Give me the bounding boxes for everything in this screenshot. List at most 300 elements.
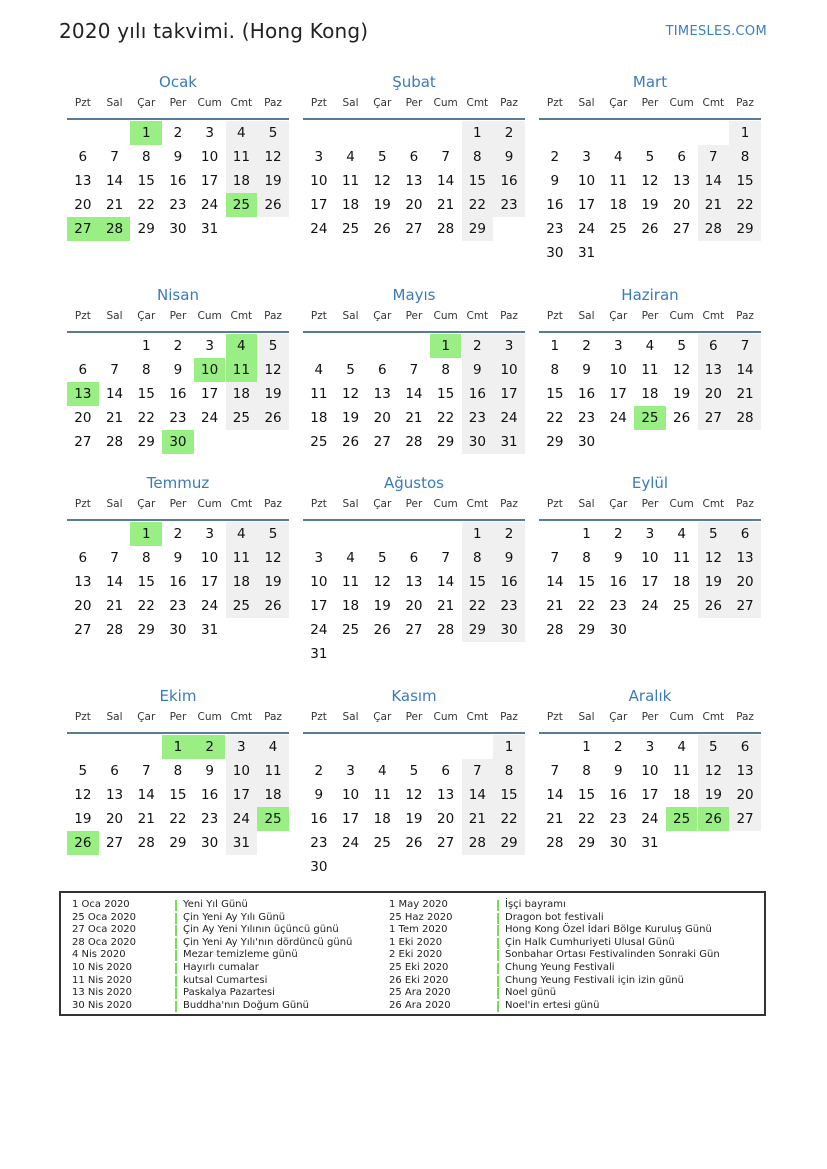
- day-cell: 9: [493, 145, 525, 169]
- weekday-label: Paz: [264, 310, 282, 322]
- day-cell: 19: [641, 197, 659, 213]
- day-cell: 6: [729, 735, 761, 759]
- day-cell: 7: [550, 763, 560, 779]
- month-6: [67, 474, 289, 674]
- day-cell: 21: [546, 598, 564, 614]
- holiday-name: kutsal Cumartesi: [183, 974, 268, 986]
- month-name: Haziran: [621, 286, 679, 304]
- day-cell: 26: [257, 193, 289, 217]
- holiday-date: 26 Eki 2020: [389, 974, 449, 986]
- day-cell: 13: [673, 173, 691, 189]
- day-cell: 9: [582, 362, 591, 378]
- day-cell: 3: [314, 149, 324, 165]
- month-divider: [303, 118, 525, 120]
- day-cell: 11: [226, 145, 258, 169]
- day-cell: 9: [550, 173, 560, 189]
- day-cell: 19: [257, 570, 289, 594]
- holiday-day-cell: 1: [430, 334, 462, 358]
- day-cell: 23: [493, 594, 525, 618]
- day-cell: 6: [677, 149, 686, 165]
- holiday-day-cell: 25: [634, 406, 666, 430]
- day-cell: 25: [341, 221, 360, 237]
- day-cell: 1: [729, 121, 761, 145]
- day-cell: 6: [698, 334, 730, 358]
- day-cell: 17: [577, 197, 596, 213]
- day-cell: 3: [582, 149, 591, 165]
- day-cell: 5: [409, 763, 419, 779]
- holiday-day-cell: 4: [226, 334, 258, 358]
- weekday-label: Paz: [500, 498, 518, 510]
- day-cell: 18: [257, 783, 289, 807]
- day-cell: 31: [493, 430, 525, 454]
- day-cell: 24: [641, 811, 659, 827]
- weekday-label: Paz: [736, 310, 754, 322]
- day-cell: 12: [257, 358, 289, 382]
- month-divider: [67, 732, 289, 734]
- weekday-label: Sal: [342, 711, 359, 723]
- weekday-label: Per: [169, 498, 187, 510]
- day-cell: 26: [698, 594, 730, 618]
- page-title: 2020 yılı takvimi. (Hong Kong): [59, 19, 369, 43]
- day-cell: 24: [310, 622, 328, 638]
- day-cell: 6: [441, 763, 450, 779]
- day-cell: 2: [462, 334, 494, 358]
- holiday-day-cell: 26: [698, 807, 730, 831]
- day-cell: 28: [437, 221, 455, 237]
- weekday-label: Per: [169, 711, 187, 723]
- day-cell: 27: [373, 434, 391, 450]
- day-cell: 25: [373, 835, 391, 851]
- day-cell: 5: [257, 334, 289, 358]
- day-cell: 1: [582, 739, 591, 755]
- day-cell: 9: [173, 149, 183, 165]
- day-cell: 3: [205, 338, 214, 354]
- holiday-marker: [497, 988, 499, 999]
- day-cell: 30: [169, 622, 187, 638]
- day-cell: 30: [609, 835, 627, 851]
- month-divider: [67, 519, 289, 521]
- day-cell: 19: [405, 811, 423, 827]
- day-cell: 20: [74, 410, 92, 426]
- day-cell: 18: [341, 598, 360, 614]
- weekday-header: [539, 97, 761, 117]
- month-name: Ağustos: [384, 474, 444, 492]
- holiday-legend: [59, 891, 766, 1016]
- holiday-date: 13 Nis 2020: [72, 987, 132, 999]
- month-name: Kasım: [391, 687, 437, 705]
- weekday-label: Pzt: [310, 97, 327, 109]
- day-cell: 5: [257, 121, 289, 145]
- day-cell: 5: [698, 735, 730, 759]
- holiday-name: Sonbahar Ortası Festivalinden Sonraki Gün: [505, 949, 720, 961]
- day-cell: 22: [546, 410, 564, 426]
- day-cell: 18: [310, 410, 328, 426]
- day-cell: 20: [405, 598, 423, 614]
- day-cell: 8: [550, 362, 560, 378]
- day-cell: 20: [74, 197, 92, 213]
- day-cell: 8: [582, 763, 591, 779]
- day-cell: 21: [405, 410, 423, 426]
- day-cell: 20: [729, 783, 761, 807]
- day-cell: 10: [310, 574, 328, 590]
- weekday-label: Sal: [106, 97, 123, 109]
- holiday-name: Yeni Yıl Günü: [183, 899, 248, 910]
- weekday-label: Çar: [137, 310, 156, 322]
- holiday-marker: [175, 988, 177, 999]
- day-cell: 16: [546, 197, 564, 213]
- day-cell: 19: [257, 169, 289, 193]
- day-cell: 12: [257, 546, 289, 570]
- day-cell: 22: [137, 598, 155, 614]
- day-cell: 12: [405, 787, 423, 803]
- day-cell: 15: [169, 787, 187, 803]
- weekday-label: Sal: [578, 498, 595, 510]
- day-cell: 24: [609, 410, 627, 426]
- day-cell: 1: [493, 735, 525, 759]
- weekday-label: Per: [641, 711, 659, 723]
- day-cell: 30: [201, 835, 219, 851]
- day-cell: 13: [74, 574, 92, 590]
- day-cell: 30: [577, 434, 596, 450]
- day-cell: 3: [205, 526, 214, 542]
- day-cell: 28: [546, 622, 564, 638]
- day-cell: 22: [137, 410, 155, 426]
- weekday-label: Çar: [609, 711, 628, 723]
- day-cell: 10: [226, 759, 258, 783]
- day-cell: 31: [641, 835, 659, 851]
- day-cell: 14: [105, 574, 124, 590]
- day-cell: 17: [341, 811, 360, 827]
- day-cell: 16: [577, 386, 596, 402]
- month-1: [303, 73, 525, 273]
- day-cell: 4: [645, 338, 655, 354]
- day-cell: 22: [462, 193, 494, 217]
- day-cell: 27: [74, 622, 92, 638]
- day-cell: 26: [341, 434, 360, 450]
- holiday-marker: [497, 913, 499, 924]
- weekday-label: Pzt: [310, 498, 327, 510]
- day-cell: 16: [609, 574, 627, 590]
- day-cell: 15: [462, 169, 494, 193]
- weekday-label: Pzt: [546, 498, 563, 510]
- weekday-label: Pzt: [546, 310, 563, 322]
- month-divider: [539, 519, 761, 521]
- day-cell: 7: [550, 550, 560, 566]
- weekday-label: Çar: [373, 711, 392, 723]
- day-grid: [303, 735, 525, 879]
- day-cell: 14: [729, 358, 761, 382]
- holiday-date: 25 Ara 2020: [389, 987, 451, 999]
- day-cell: 21: [698, 193, 730, 217]
- day-cell: 6: [78, 149, 88, 165]
- day-cell: 11: [609, 173, 627, 189]
- weekday-label: Per: [405, 498, 423, 510]
- day-cell: 14: [405, 386, 423, 402]
- day-cell: 30: [546, 245, 564, 261]
- day-cell: 3: [205, 125, 214, 141]
- brand-link[interactable]: TIMESLES.COM: [665, 24, 767, 39]
- day-cell: 7: [110, 550, 119, 566]
- day-cell: 29: [169, 835, 187, 851]
- weekday-label: Çar: [373, 97, 392, 109]
- day-cell: 16: [169, 173, 187, 189]
- day-cell: 2: [493, 522, 525, 546]
- day-grid: [539, 522, 761, 666]
- day-cell: 29: [493, 831, 525, 855]
- day-cell: 12: [74, 787, 92, 803]
- day-cell: 19: [341, 410, 360, 426]
- weekday-label: Sal: [342, 498, 359, 510]
- weekday-label: Per: [405, 97, 423, 109]
- weekday-label: Çar: [609, 310, 628, 322]
- day-cell: 5: [78, 763, 88, 779]
- day-cell: 19: [373, 598, 391, 614]
- holiday-marker: [175, 938, 177, 949]
- day-cell: 6: [78, 550, 88, 566]
- day-cell: 24: [493, 406, 525, 430]
- day-cell: 25: [341, 622, 360, 638]
- day-cell: 9: [173, 550, 183, 566]
- day-cell: 22: [169, 811, 187, 827]
- day-grid: [67, 522, 289, 666]
- holiday-marker: [497, 976, 499, 987]
- day-cell: 12: [257, 145, 289, 169]
- day-cell: 8: [462, 145, 494, 169]
- month-name: Aralık: [628, 687, 672, 705]
- day-cell: 10: [641, 763, 659, 779]
- day-cell: 2: [613, 526, 623, 542]
- holiday-day-cell: 28: [99, 217, 131, 241]
- day-cell: 23: [609, 598, 627, 614]
- day-cell: 3: [613, 338, 623, 354]
- day-cell: 10: [493, 358, 525, 382]
- weekday-label: Paz: [736, 97, 754, 109]
- day-cell: 5: [377, 550, 387, 566]
- holiday-name: Buddha'nın Doğum Günü: [183, 999, 309, 1011]
- day-grid: [67, 735, 289, 879]
- day-cell: 23: [546, 221, 564, 237]
- day-cell: 17: [226, 783, 258, 807]
- day-grid: [539, 121, 761, 265]
- day-cell: 31: [310, 646, 328, 662]
- month-3: [67, 286, 289, 486]
- day-cell: 7: [729, 334, 761, 358]
- weekday-label: Pzt: [74, 310, 91, 322]
- day-cell: 22: [577, 811, 596, 827]
- holiday-marker: [175, 900, 177, 911]
- day-cell: 24: [201, 197, 219, 213]
- day-cell: 27: [729, 807, 761, 831]
- day-cell: 31: [201, 221, 219, 237]
- weekday-label: Çar: [137, 498, 156, 510]
- weekday-label: Per: [169, 310, 187, 322]
- day-cell: 13: [729, 759, 761, 783]
- weekday-label: Sal: [106, 310, 123, 322]
- holiday-name: Çin Yeni Ay Yılı Günü: [183, 911, 286, 923]
- weekday-label: Pzt: [74, 711, 91, 723]
- weekday-label: Çar: [137, 711, 156, 723]
- day-cell: 19: [257, 382, 289, 406]
- day-cell: 18: [673, 787, 691, 803]
- day-cell: 25: [310, 434, 328, 450]
- day-cell: 9: [493, 546, 525, 570]
- month-name: Ekim: [159, 687, 197, 705]
- day-cell: 6: [729, 522, 761, 546]
- month-divider: [539, 331, 761, 333]
- day-cell: 3: [226, 735, 258, 759]
- day-cell: 29: [462, 618, 494, 642]
- day-cell: 25: [226, 406, 258, 430]
- holiday-name: İşçi bayramı: [505, 899, 566, 910]
- month-0: [67, 73, 289, 273]
- day-cell: 13: [698, 358, 730, 382]
- day-cell: 15: [137, 173, 155, 189]
- holiday-day-cell: 1: [162, 735, 194, 759]
- holiday-name: Chung Yeung Festivali için izin günü: [505, 974, 684, 986]
- weekday-label: Cum: [197, 711, 222, 723]
- day-cell: 24: [310, 221, 328, 237]
- day-cell: 5: [257, 522, 289, 546]
- day-cell: 22: [493, 807, 525, 831]
- weekday-label: Çar: [373, 310, 392, 322]
- day-grid: [539, 735, 761, 879]
- holiday-name: Çin Ay Yeni Yılının üçüncü günü: [183, 924, 339, 936]
- day-cell: 4: [226, 121, 258, 145]
- day-cell: 7: [409, 362, 419, 378]
- day-cell: 4: [677, 526, 686, 542]
- day-cell: 14: [437, 574, 455, 590]
- weekday-label: Cmt: [466, 97, 489, 109]
- month-name: Temmuz: [146, 474, 210, 492]
- day-cell: 12: [341, 386, 360, 402]
- day-cell: 13: [729, 546, 761, 570]
- day-cell: 23: [201, 811, 219, 827]
- holiday-date: 25 Eki 2020: [389, 962, 449, 973]
- day-cell: 13: [74, 173, 92, 189]
- day-cell: 27: [405, 221, 423, 237]
- day-cell: 20: [673, 197, 691, 213]
- day-cell: 31: [201, 622, 219, 638]
- day-cell: 27: [405, 622, 423, 638]
- day-cell: 7: [698, 145, 730, 169]
- day-cell: 7: [110, 362, 119, 378]
- day-cell: 15: [462, 570, 494, 594]
- day-cell: 9: [613, 550, 623, 566]
- day-cell: 7: [441, 149, 450, 165]
- day-cell: 14: [546, 787, 564, 803]
- day-cell: 15: [546, 386, 564, 402]
- day-cell: 11: [341, 173, 360, 189]
- day-cell: 21: [105, 410, 124, 426]
- day-cell: 10: [577, 173, 596, 189]
- day-cell: 8: [729, 145, 761, 169]
- day-cell: 25: [609, 221, 627, 237]
- day-cell: 12: [698, 759, 730, 783]
- day-cell: 22: [137, 197, 155, 213]
- day-cell: 17: [310, 598, 328, 614]
- day-cell: 10: [341, 787, 360, 803]
- weekday-label: Cmt: [230, 97, 253, 109]
- day-cell: 26: [373, 622, 391, 638]
- day-cell: 26: [673, 410, 691, 426]
- day-cell: 16: [493, 570, 525, 594]
- holiday-date: 4 Nis 2020: [72, 949, 126, 961]
- weekday-label: Cum: [433, 498, 458, 510]
- holiday-name: Chung Yeung Festivali: [505, 962, 615, 973]
- holiday-name: Hong Kong Özel İdari Bölge Kuruluş Günü: [505, 924, 712, 936]
- holiday-marker: [497, 938, 499, 949]
- weekday-label: Paz: [264, 498, 282, 510]
- day-cell: 15: [577, 574, 596, 590]
- day-cell: 30: [310, 859, 328, 875]
- day-cell: 18: [373, 811, 391, 827]
- day-cell: 9: [205, 763, 214, 779]
- weekday-label: Cum: [433, 711, 458, 723]
- day-cell: 8: [462, 546, 494, 570]
- holiday-day-cell: 25: [226, 193, 258, 217]
- holiday-name: Çin Yeni Ay Yılı'nın dördüncü günü: [183, 936, 353, 948]
- day-cell: 20: [373, 410, 391, 426]
- weekday-label: Pzt: [74, 498, 91, 510]
- holiday-day-cell: 1: [130, 121, 162, 145]
- day-cell: 17: [201, 574, 219, 590]
- weekday-header: [303, 97, 525, 117]
- weekday-label: Cum: [669, 310, 694, 322]
- day-cell: 6: [409, 149, 419, 165]
- day-cell: 9: [314, 787, 324, 803]
- weekday-label: Cmt: [466, 310, 489, 322]
- day-cell: 20: [698, 382, 730, 406]
- weekday-header: [67, 97, 289, 117]
- weekday-label: Sal: [578, 310, 595, 322]
- day-cell: 29: [546, 434, 564, 450]
- day-cell: 26: [257, 406, 289, 430]
- month-10: [303, 687, 525, 887]
- weekday-label: Cum: [433, 310, 458, 322]
- holiday-day-cell: 2: [194, 735, 226, 759]
- weekday-label: Cum: [197, 97, 222, 109]
- weekday-label: Çar: [137, 97, 156, 109]
- day-cell: 12: [641, 173, 659, 189]
- day-cell: 27: [729, 594, 761, 618]
- day-cell: 7: [141, 763, 151, 779]
- holiday-marker: [497, 900, 499, 911]
- day-cell: 23: [462, 406, 494, 430]
- weekday-label: Per: [169, 97, 187, 109]
- holiday-marker: [175, 1001, 177, 1012]
- weekday-label: Paz: [500, 711, 518, 723]
- day-cell: 17: [493, 382, 525, 406]
- holiday-date: 28 Oca 2020: [72, 936, 137, 948]
- day-cell: 21: [729, 382, 761, 406]
- weekday-label: Paz: [264, 711, 282, 723]
- day-cell: 16: [169, 386, 187, 402]
- day-cell: 22: [577, 598, 596, 614]
- holiday-marker: [175, 925, 177, 936]
- day-cell: 20: [405, 197, 423, 213]
- day-cell: 24: [201, 410, 219, 426]
- weekday-label: Per: [641, 310, 659, 322]
- day-cell: 24: [641, 598, 659, 614]
- weekday-header: [67, 498, 289, 518]
- day-cell: 20: [729, 570, 761, 594]
- day-cell: 23: [169, 410, 187, 426]
- day-cell: 9: [173, 362, 183, 378]
- month-7: [303, 474, 525, 674]
- weekday-header: [303, 711, 525, 731]
- day-cell: 7: [462, 759, 494, 783]
- day-cell: 19: [698, 783, 730, 807]
